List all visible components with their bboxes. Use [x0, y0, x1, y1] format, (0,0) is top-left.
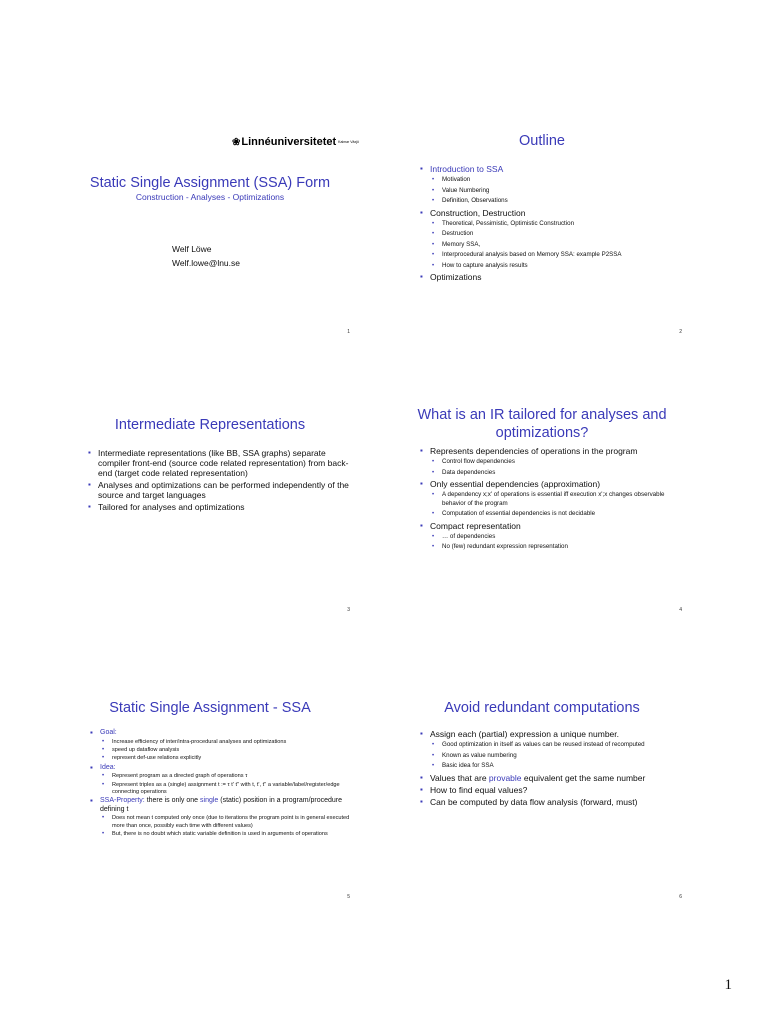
- list-item: ▪ Goal:: [90, 729, 352, 738]
- slide-ssa: [60, 685, 360, 900]
- list-item: • A dependency x;x' of operations is essential iff execution x';x changes observable behavior of the program: [432, 491, 684, 508]
- slide-1-title: Static Single Assignment (SSA) Form: [89, 175, 331, 191]
- slide-intermediate-representations: [60, 398, 360, 613]
- slide-number: 2: [679, 329, 682, 335]
- list-item: ▪ SSA-Property: there is only one single (static) position in a program/procedure defining t: [90, 797, 352, 814]
- list-item: ▪ Assign each (partial) expression a unique number.: [420, 729, 684, 739]
- list-item: • But, there is no doubt which static variable definition is used in arguments of operations: [102, 831, 352, 838]
- ir-tailored-list: [420, 446, 684, 554]
- list-item: ▪ Tailored for analyses and optimizations: [88, 502, 352, 512]
- list-item: ▪ Analyses and optimizations can be performed independently of the source and target languages: [88, 480, 352, 500]
- slide-number: 6: [679, 894, 682, 900]
- slide-5-title: Static Single Assignment - SSA: [109, 700, 311, 716]
- list-item: • Basic idea for SSA: [432, 762, 684, 771]
- slide-1-subtitle: Construction - Analyses - Optimizations: [135, 192, 285, 202]
- list-item: ▪ Can be computed by data flow analysis (forward, must): [420, 797, 684, 807]
- list-item: • Data dependencies: [432, 469, 684, 478]
- slide-title: [60, 120, 360, 335]
- list-item: ▪ Idea:: [90, 764, 352, 773]
- redundant-list: [420, 729, 684, 809]
- list-item: • Computation of essential dependencies is not decidable: [432, 510, 684, 519]
- ir-list: [88, 448, 352, 514]
- slide-3-title: Intermediate Representations: [114, 417, 306, 433]
- list-item: • represent def-use relations explicitly: [102, 755, 352, 762]
- slide-number: 4: [679, 607, 682, 613]
- list-item: • Represent triples as a (single) assignment t := τ t' t'' with t, t', t'' a variable/label/register/edge connecting operations: [102, 782, 352, 797]
- list-item: ▪ Represents dependencies of operations in the program: [420, 446, 684, 456]
- university-logo: ❀Linnéuniversitetet Kalmar Växjö: [232, 136, 359, 148]
- list-item: • Good optimization in itself as values can be reused instead of recomputed: [432, 741, 684, 750]
- list-item: • Motivation: [432, 176, 684, 185]
- list-item: ▪ Intermediate representations (like BB, SSA graphs) separate compiler front-end (source code related representation) from back-end (target code related representation): [88, 448, 352, 478]
- list-item: • Increase efficiency of inter/intra-procedural analyses and optimizations: [102, 739, 352, 746]
- author-block: [172, 242, 240, 270]
- slide-2-title: Outline: [519, 133, 565, 149]
- slide-ir-tailored: [392, 398, 692, 613]
- ssa-list: [90, 729, 352, 840]
- list-item: • Destruction: [432, 230, 684, 239]
- list-item: ▪ Introduction to SSA: [420, 164, 684, 174]
- list-item: • Does not mean t computed only once (due to iterations the program point is in general executed more than once, possibly each time with different values): [102, 815, 352, 830]
- slide-outline: [392, 120, 692, 335]
- slide-redundant-computations: [392, 685, 692, 900]
- list-item: • No (few) redundant expression representation: [432, 543, 684, 552]
- list-item: • Definition, Observations: [432, 197, 684, 206]
- slide-number: 1: [347, 329, 350, 335]
- tree-logo-icon: ❀: [232, 137, 241, 148]
- list-item: • Memory SSA,: [432, 241, 684, 250]
- list-item: • speed up dataflow analysis: [102, 747, 352, 754]
- slide-number: 5: [347, 894, 350, 900]
- list-item: • Value Numbering: [432, 187, 684, 196]
- author-email: Welf.lowe@lnu.se: [172, 258, 240, 268]
- list-item: • Control flow dependencies: [432, 458, 684, 467]
- logo-subtext: Kalmar Växjö: [338, 140, 359, 145]
- list-item: ▪ Values that are provable equivalent get the same number: [420, 773, 684, 783]
- outline-list: [420, 164, 684, 284]
- author-name: Welf Löwe: [172, 244, 212, 254]
- list-item: ▪ Only essential dependencies (approximation): [420, 479, 684, 489]
- page-number: 1: [724, 977, 732, 993]
- slide-6-title: Avoid redundant computations: [444, 700, 640, 716]
- list-item: ▪ Compact representation: [420, 521, 684, 531]
- list-item: • Theoretical, Pessimistic, Optimistic Construction: [432, 220, 684, 229]
- list-item: ▪ Construction, Destruction: [420, 208, 684, 218]
- list-item: • How to capture analysis results: [432, 262, 684, 271]
- list-item: • Interprocedural analysis based on Memory SSA: example P2SSA: [432, 251, 684, 260]
- list-item: ▪ Optimizations: [420, 272, 684, 282]
- slide-4-title: What is an IR tailored for analyses and optimizations?: [417, 407, 667, 441]
- list-item: • … of dependencies: [432, 533, 684, 542]
- list-item: • Represent program as a directed graph of operations τ: [102, 773, 352, 780]
- slide-number: 3: [347, 607, 350, 613]
- list-item: ▪ How to find equal values?: [420, 785, 684, 795]
- list-item: • Known as value numbering: [432, 752, 684, 761]
